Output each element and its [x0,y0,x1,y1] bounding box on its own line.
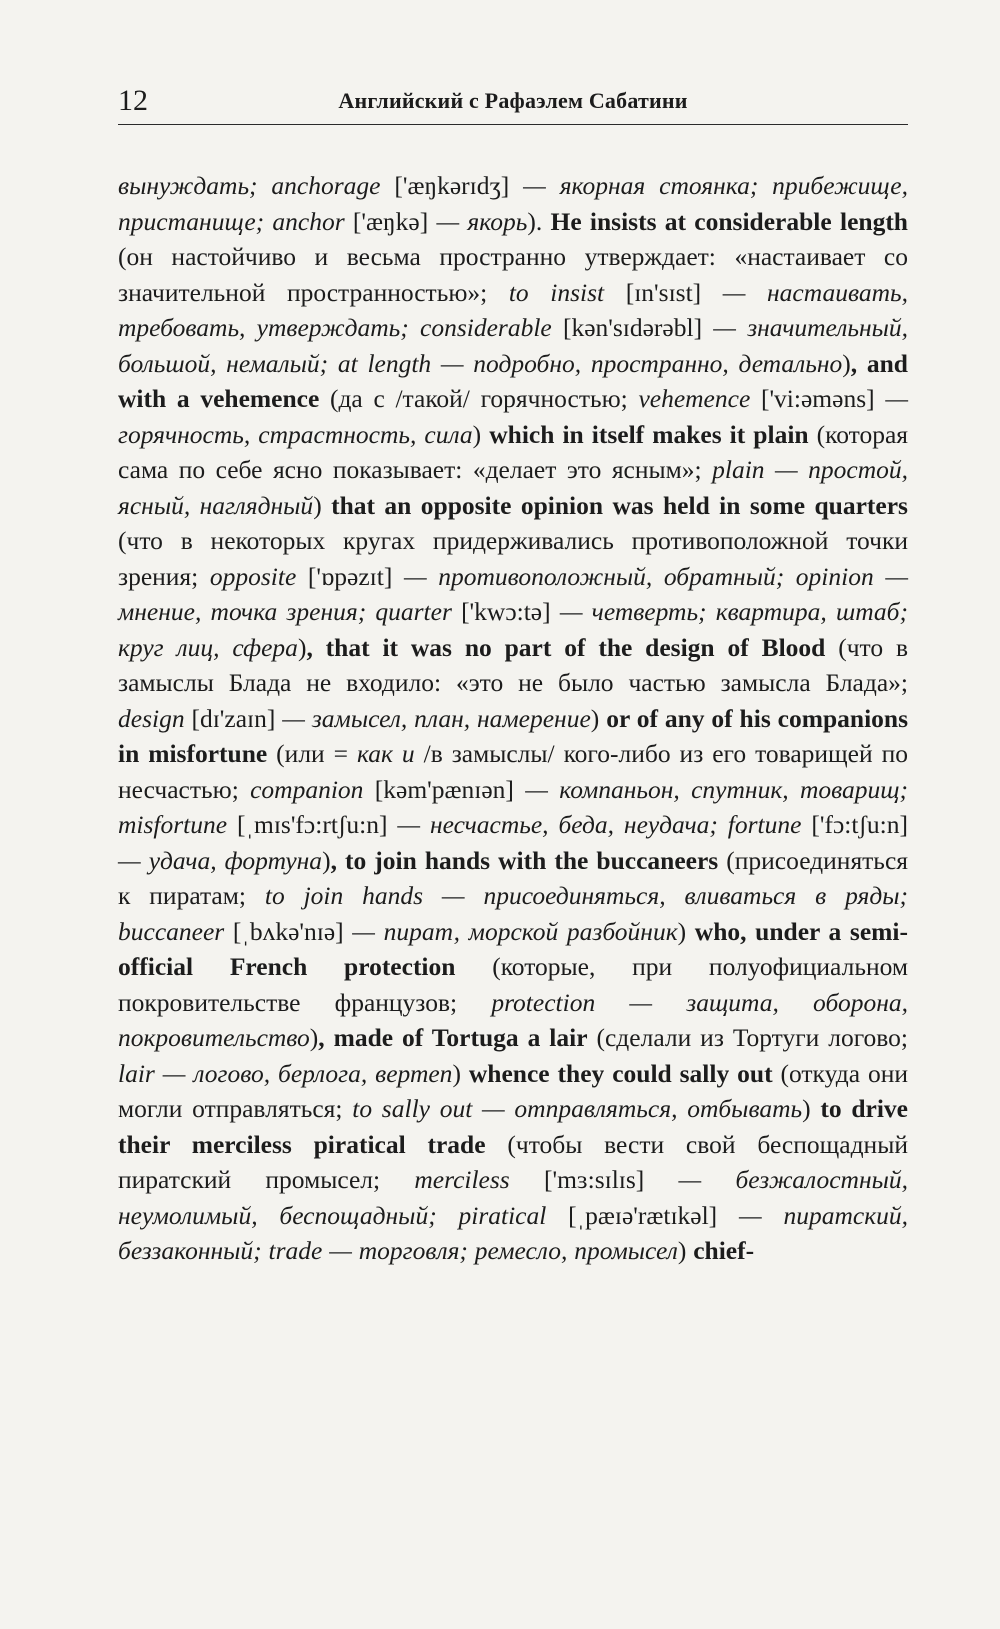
plain-text: (он настойчиво и весьма пространно утверждает: «настаивает со значительной пространностью»; [118,242,908,307]
italic-gloss: — компаньон, спутник, товарищ; misfortune [118,774,908,839]
bold-phrase: whence they could sally out [468,1058,773,1088]
italic-gloss: plain — простой, ясный, наглядный [118,455,909,520]
page-header [118,84,908,125]
italic-gloss: — четверть; квартира, штаб; круг лиц, сфера [118,597,908,662]
plain-text: ) [590,703,607,733]
plain-text: [ˌbʌkə'nɪə] [232,916,344,946]
running-title: Английский с Рафаэлем Сабатини [338,88,688,113]
plain-text: [ˌpæɪə'rætɪkəl] [568,1200,718,1230]
plain-text: (которая сама по себе ясно показывает: «делает это ясным»; [118,419,908,484]
italic-gloss: — удача, фортуна [118,845,323,875]
plain-text: [ɪn'sɪst] [625,277,702,307]
plain-text: (да с /такой/ горячностью; [319,384,639,413]
plain-text: ['vi:əməns] [760,384,875,413]
italic-gloss: как и [356,739,415,768]
plain-text: ['æŋkərɪdʒ] [394,171,510,200]
italic-gloss: — противоположный, обратный; opinion — мнение, точка зрения; quarter [118,561,909,626]
plain-text: (откуда они могли отправляться; [118,1058,908,1123]
italic-gloss: — якорная стоянка; прибежище, пристанище; anchor [118,171,908,236]
bold-phrase: , and with a vehemence [118,348,908,413]
italic-gloss: — настаивать, требовать, утверждать; considerable [118,277,909,342]
italic-gloss: to insist [508,277,626,307]
bold-phrase: , to join hands with the buccaneers [330,845,719,875]
bold-phrase: , that it was no part of the design of Blood [306,632,826,662]
plain-text: (что в замыслы Блада не входило: «это не было частью замысла Блада»; [118,632,908,697]
plain-text: [kəm'pænɪən] [374,774,514,804]
italic-gloss: — пират, морской разбойник [343,916,678,946]
italic-gloss: — замысел, план, намерение [275,703,591,733]
plain-text: ). [527,206,551,236]
italic-gloss: — пиратский, беззаконный; trade — торговля; ремесло, промысел [118,1200,908,1265]
italic-gloss: — якорь [428,206,528,236]
plain-text: ) [472,419,490,449]
bold-phrase: which in itself makes it plain [489,419,809,449]
plain-text: (или = [267,739,357,768]
plain-text: ) [842,348,851,378]
plain-text: (что в некоторых кругах придерживались противоположной точки зрения; [118,526,908,591]
italic-gloss: — значительный, большой, немалый; at length — подробно, пространно, детально [118,313,909,378]
plain-text: ) [322,845,331,875]
bold-phrase: chief- [693,1236,755,1265]
plain-text: ['kwɔ:tə] [461,597,551,626]
plain-text: (которые, при полуофициальном покровительстве французов; [118,952,908,1017]
page-number: 12 [118,84,148,117]
italic-gloss: — горячность, страстность, сила [118,384,908,449]
bold-phrase: He insists at considerable length [550,206,908,236]
plain-text: ) [313,490,332,520]
plain-text: ) [309,1023,319,1052]
italic-gloss: companion [250,774,375,804]
italic-gloss: vehemence [638,384,761,413]
plain-text: ['fɔ:tʃu:n] [811,810,909,839]
body-text [118,168,908,1269]
italic-gloss: merciless [414,1165,544,1194]
italic-gloss: — безжалостный, неумолимый, беспощадный; piratical [118,1165,908,1230]
italic-gloss: to sally out — отправляться, отбывать [352,1094,803,1123]
italic-gloss: opposite [209,561,308,591]
bold-phrase: or of any of his companions in misfortune [118,703,909,768]
plain-text: (чтобы вести свой беспощадный пиратский промысел; [118,1129,908,1194]
paragraph [118,168,908,1269]
italic-gloss: lair — логово, берлога, вертеп [118,1058,453,1088]
italic-gloss: design [118,703,192,733]
italic-gloss: — несчастье, беда, неудача; fortune [387,810,812,839]
plain-text: ['æŋkə] [352,206,429,236]
plain-text: ) [802,1094,821,1123]
plain-text: ['ɒpəzɪt] [307,561,393,591]
bold-phrase: to drive their merciless piratical trade [118,1094,908,1159]
plain-text: ) [297,632,307,662]
bold-phrase: , made of Tortuga a lair [318,1023,588,1052]
italic-gloss: вынуждать; anchorage [118,171,395,200]
plain-text: ) [677,916,695,946]
italic-gloss: to join hands — присоединяться, вливаться в ряды; buccaneer [118,881,908,946]
plain-text: [dɪ'zaɪn] [191,703,276,733]
plain-text: (присоединяться к пиратам; [118,845,908,910]
plain-text: (сделали из Тортуги логово; [587,1023,908,1052]
bold-phrase: who, under a semi-official French protection [118,916,908,981]
plain-text: /в замыслы/ кого-либо из его товарищей по несчастью; [118,739,908,804]
plain-text: [kən'sɪdərəbl] [562,313,703,342]
bold-phrase: that an opposite opinion was held in some quarters [331,490,908,520]
plain-text: [ˌmɪs'fɔ:rtʃu:n] [237,810,388,839]
plain-text: ) [677,1236,694,1265]
plain-text: ['mɜ:sɪlɪs] [543,1165,645,1194]
italic-gloss: protection — защита, оборона, покровительство [118,987,908,1052]
plain-text: ) [452,1058,469,1088]
